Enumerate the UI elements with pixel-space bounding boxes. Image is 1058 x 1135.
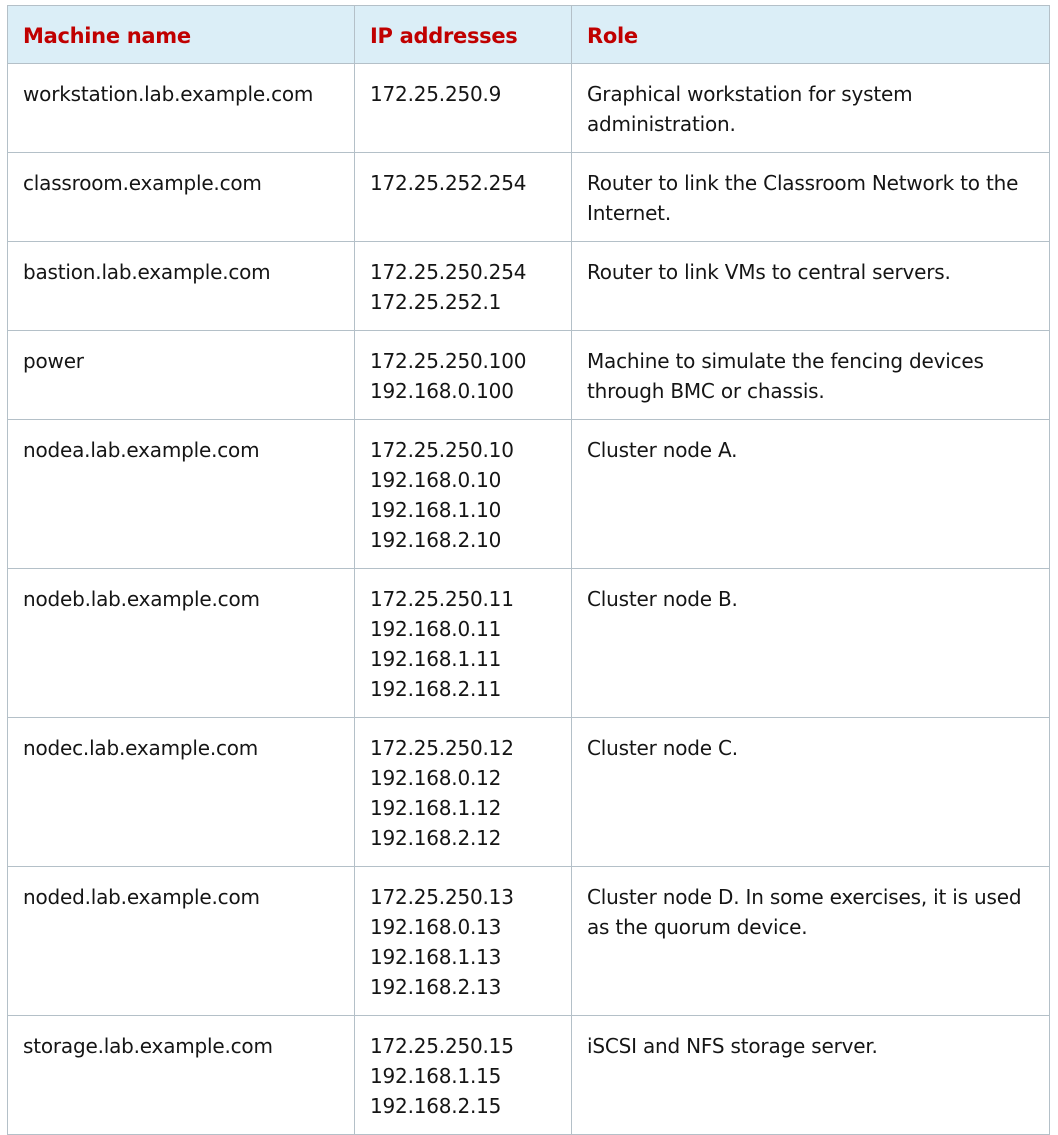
ip-address: 192.168.0.12 <box>370 766 502 790</box>
table-row <box>8 331 1050 420</box>
table-row <box>8 420 1050 569</box>
machine-name-cell: classroom.example.com <box>8 153 355 242</box>
ip-address: 192.168.2.13 <box>370 975 502 999</box>
role-cell: iSCSI and NFS storage server. <box>572 1016 1050 1135</box>
ip-address: 192.168.0.11 <box>370 617 502 641</box>
ip-address: 192.168.2.11 <box>370 677 502 701</box>
table-header-row <box>8 6 1050 64</box>
ip-addresses-cell <box>355 64 572 153</box>
machine-name-cell: workstation.lab.example.com <box>8 64 355 153</box>
ip-addresses-cell <box>355 331 572 420</box>
ip-address: 172.25.252.1 <box>370 290 502 314</box>
ip-address: 192.168.0.100 <box>370 379 514 403</box>
role-cell: Graphical workstation for system administration. <box>572 64 1050 153</box>
ip-address: 172.25.250.254 <box>370 260 527 284</box>
header-role: Role <box>572 6 1050 64</box>
ip-addresses-cell <box>355 718 572 867</box>
header-ip-addresses: IP addresses <box>355 6 572 64</box>
machine-name-cell: noded.lab.example.com <box>8 867 355 1016</box>
ip-address: 172.25.250.12 <box>370 736 514 760</box>
role-cell: Cluster node B. <box>572 569 1050 718</box>
ip-address: 192.168.1.15 <box>370 1064 502 1088</box>
ip-address: 172.25.250.100 <box>370 349 527 373</box>
ip-address: 192.168.2.10 <box>370 528 502 552</box>
machine-name-cell: bastion.lab.example.com <box>8 242 355 331</box>
ip-address: 172.25.250.10 <box>370 438 514 462</box>
table-row <box>8 718 1050 867</box>
machine-name-cell: power <box>8 331 355 420</box>
ip-address: 192.168.0.10 <box>370 468 502 492</box>
ip-addresses-cell <box>355 153 572 242</box>
ip-address: 192.168.1.11 <box>370 647 502 671</box>
ip-addresses-cell <box>355 867 572 1016</box>
ip-addresses-cell <box>355 1016 572 1135</box>
role-cell: Cluster node A. <box>572 420 1050 569</box>
ip-address: 192.168.1.10 <box>370 498 502 522</box>
role-cell: Router to link the Classroom Network to the Internet. <box>572 153 1050 242</box>
table-row <box>8 64 1050 153</box>
header-machine-name: Machine name <box>8 6 355 64</box>
table-row <box>8 153 1050 242</box>
table-row <box>8 569 1050 718</box>
ip-addresses-cell <box>355 242 572 331</box>
ip-address: 172.25.250.9 <box>370 82 502 106</box>
machine-name-cell: nodec.lab.example.com <box>8 718 355 867</box>
ip-address: 172.25.250.11 <box>370 587 514 611</box>
machines-table-container <box>7 5 1049 1135</box>
machine-name-cell: storage.lab.example.com <box>8 1016 355 1135</box>
ip-address: 192.168.2.12 <box>370 826 502 850</box>
table-row <box>8 1016 1050 1135</box>
role-cell: Router to link VMs to central servers. <box>572 242 1050 331</box>
ip-address: 192.168.0.13 <box>370 915 502 939</box>
machines-table <box>7 5 1050 1135</box>
table-row <box>8 242 1050 331</box>
ip-addresses-cell <box>355 569 572 718</box>
machine-name-cell: nodeb.lab.example.com <box>8 569 355 718</box>
role-cell: Machine to simulate the fencing devices through BMC or chassis. <box>572 331 1050 420</box>
ip-address: 192.168.1.13 <box>370 945 502 969</box>
ip-address: 192.168.2.15 <box>370 1094 502 1118</box>
ip-address: 172.25.250.15 <box>370 1034 514 1058</box>
machine-name-cell: nodea.lab.example.com <box>8 420 355 569</box>
ip-addresses-cell <box>355 420 572 569</box>
ip-address: 172.25.252.254 <box>370 171 527 195</box>
ip-address: 172.25.250.13 <box>370 885 514 909</box>
ip-address: 192.168.1.12 <box>370 796 502 820</box>
table-body <box>8 64 1050 1135</box>
table-row <box>8 867 1050 1016</box>
role-cell: Cluster node D. In some exercises, it is used as the quorum device. <box>572 867 1050 1016</box>
role-cell: Cluster node C. <box>572 718 1050 867</box>
